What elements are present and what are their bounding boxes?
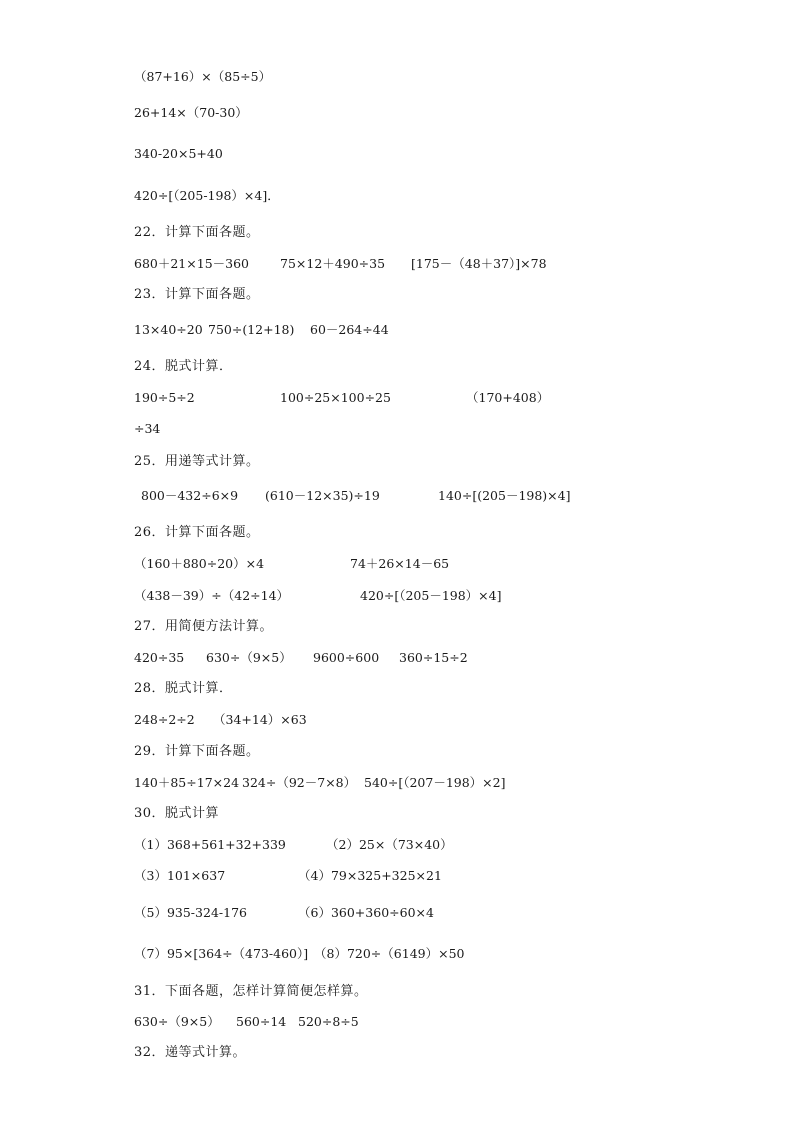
expression: 420÷35 xyxy=(134,650,185,665)
expression: （8）720÷（6149）×50 xyxy=(314,946,465,961)
question-heading: 30．脱式计算 xyxy=(134,806,220,821)
expression: 520÷8÷5 xyxy=(298,1014,359,1029)
expression: 680＋21×15－360 xyxy=(134,256,250,271)
question-heading: 29．计算下面各题。 xyxy=(134,744,260,759)
expression: 560÷14 xyxy=(236,1014,287,1029)
expression: （2）25×（73×40） xyxy=(326,837,453,852)
expression: （1）368+561+32+339 xyxy=(134,837,286,852)
expression: 324÷（92－7×8） xyxy=(242,775,357,790)
expression: 190÷5÷2 xyxy=(134,390,195,405)
expression: （3）101×637 xyxy=(134,868,226,883)
expression: （87+16）×（85÷5） xyxy=(134,69,272,84)
expression: （170+408） xyxy=(466,390,550,405)
question-heading: 27．用简便方法计算。 xyxy=(134,619,274,634)
expression: [175－（48＋37）]×78 xyxy=(411,256,547,271)
question-heading: 32．递等式计算。 xyxy=(134,1045,247,1060)
expression: 140÷[(205－198)×4] xyxy=(438,488,571,503)
expression: 750÷(12+18) xyxy=(208,322,295,337)
expression: 140＋85÷17×24 xyxy=(134,775,240,790)
question-heading: 23．计算下面各题。 xyxy=(134,287,260,302)
expression: 540÷[（207－198）×2] xyxy=(364,775,506,790)
expression: 248÷2÷2 xyxy=(134,712,195,727)
question-heading: 28．脱式计算． xyxy=(134,681,233,696)
expression: 630÷（9×5） xyxy=(206,650,292,665)
question-heading: 25．用递等式计算。 xyxy=(134,454,260,469)
expression: 100÷25×100÷25 xyxy=(280,390,391,405)
expression: （7）95×[364÷（473-460）] xyxy=(134,946,309,961)
expression: （5）935-324-176 xyxy=(134,905,247,920)
expression: 360÷15÷2 xyxy=(399,650,468,665)
expression: (610－12×35)÷19 xyxy=(265,488,380,503)
question-heading: 26．计算下面各题。 xyxy=(134,525,260,540)
expression: （4）79×325+325×21 xyxy=(298,868,442,883)
expression: （6）360+360÷60×4 xyxy=(298,905,434,920)
expression: 13×40÷20 xyxy=(134,322,203,337)
expression: ÷34 xyxy=(134,421,161,436)
expression: 630÷（9×5） xyxy=(134,1014,220,1029)
expression: 9600÷600 xyxy=(313,650,380,665)
expression: 74＋26×14－65 xyxy=(350,556,450,571)
question-heading: 24．脱式计算． xyxy=(134,359,233,374)
expression: 800－432÷6×9 xyxy=(141,488,239,503)
expression: 75×12＋490÷35 xyxy=(280,256,386,271)
expression: 60－264÷44 xyxy=(310,322,389,337)
expression: 420÷[（205-198）×4]． xyxy=(134,188,280,203)
expression: 26+14×（70-30） xyxy=(134,105,248,120)
expression: （160＋880÷20）×4 xyxy=(134,556,265,571)
expression: （438－39）÷（42÷14） xyxy=(134,588,290,603)
expression: 420÷[（205－198）×4] xyxy=(360,588,502,603)
expression: 340-20×5+40 xyxy=(134,146,223,161)
expression: （34+14）×63 xyxy=(213,712,307,727)
question-heading: 22．计算下面各题。 xyxy=(134,225,260,240)
question-heading: 31．下面各题，怎样计算简便怎样算。 xyxy=(134,984,368,999)
